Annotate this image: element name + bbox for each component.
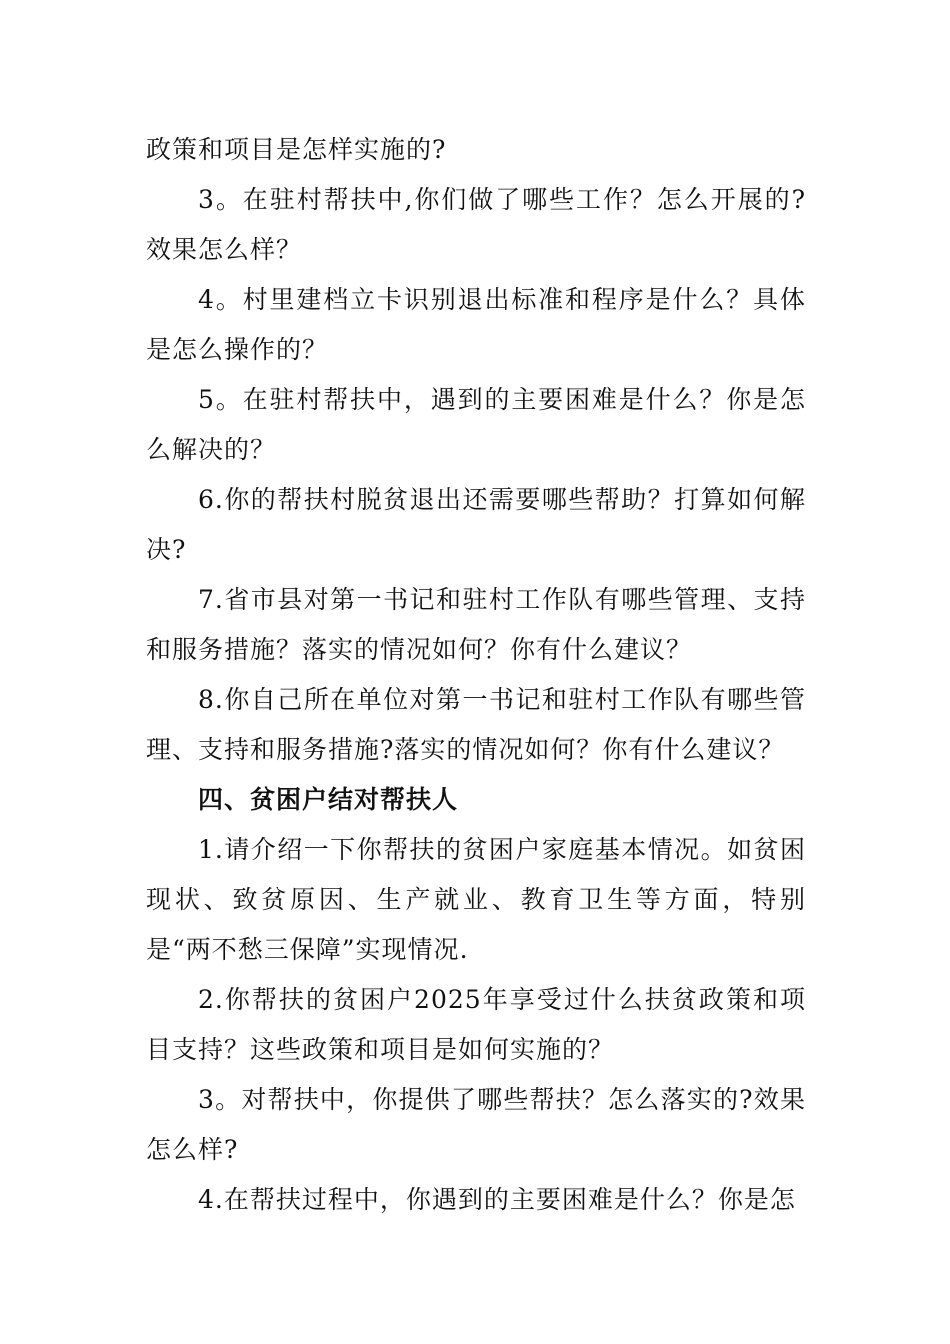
section-heading: 四、贫困户结对帮扶人 [198, 785, 459, 814]
question-2-policy-support: 2.你帮扶的贫困户2025年享受过什么扶贫政策和项目支持？这些政策和项目是如何实施的？ [146, 985, 806, 1064]
document-body [146, 125, 806, 1225]
paragraph-continuation: 政策和项目是怎样实施的? [146, 135, 447, 164]
question-4-difficulties: 4.在帮扶过程中，你遇到的主要困难是什么？你是怎 [198, 1185, 796, 1214]
question-7-provincial-measures: 7.省市县对第一书记和驻村工作队有哪些管理、支持和服务措施？落实的情况如何？你有什么建议？ [146, 585, 806, 664]
question-3-assistance-provided: 3。对帮扶中，你提供了哪些帮扶？怎么落实的?效果怎么样? [146, 1085, 806, 1164]
question-8-unit-measures: 8.你自己所在单位对第一书记和驻村工作队有哪些管理、支持和服务措施?落实的情况如何？你有什么建议？ [146, 685, 806, 764]
question-5-main-difficulties: 5。在驻村帮扶中，遇到的主要困难是什么？你是怎么解决的？ [146, 385, 806, 464]
question-1-household-situation: 1.请介绍一下你帮扶的贫困户家庭基本情况。如贫困现状、致贫原因、生产就业、教育卫生等方面，特别是“两不愁三保障”实现情况. [146, 835, 806, 964]
question-3-village-work: 3。在驻村帮扶中,你们做了哪些工作？怎么开展的?效果怎么样？ [146, 185, 806, 264]
question-4-identification-standards: 4。村里建档立卡识别退出标准和程序是什么？具体是怎么操作的？ [146, 285, 806, 364]
question-6-further-help: 6.你的帮扶村脱贫退出还需要哪些帮助？打算如何解决? [146, 485, 806, 564]
